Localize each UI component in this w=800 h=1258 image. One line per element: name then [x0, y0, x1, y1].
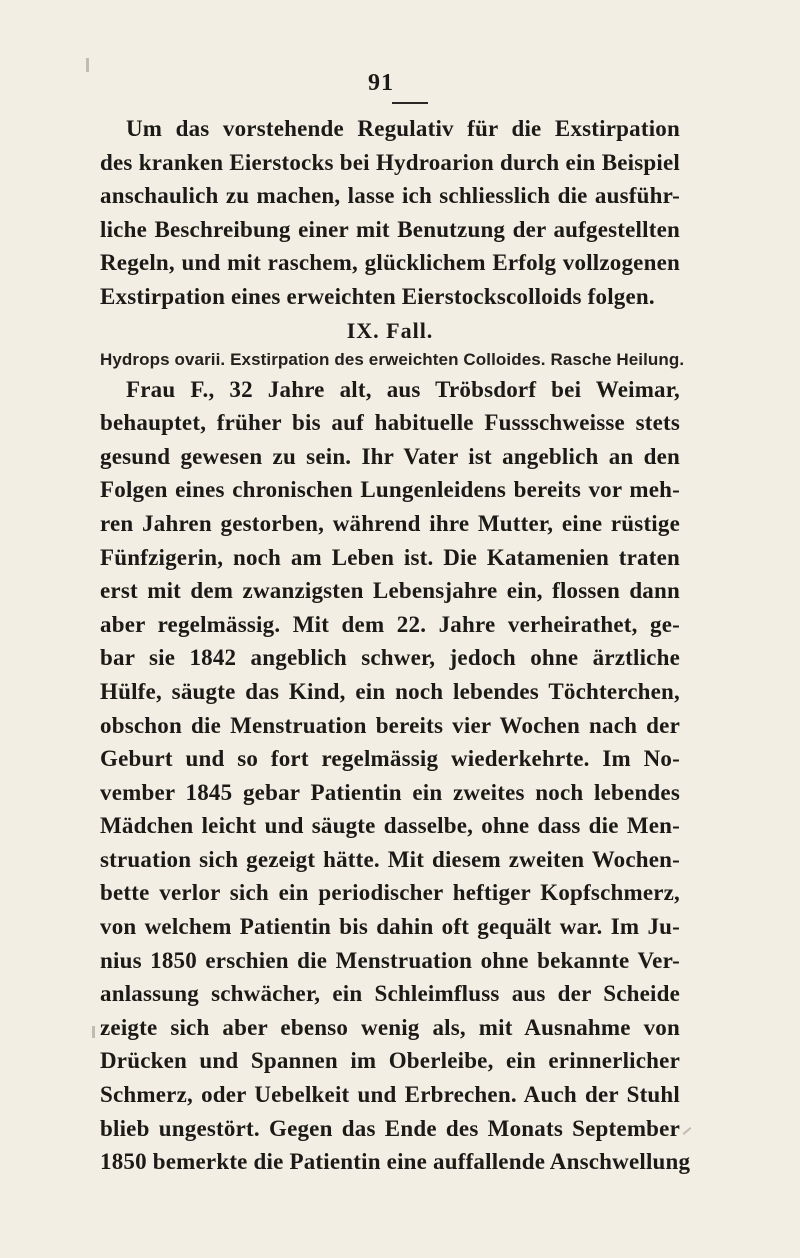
case-line: behauptet, früher bis auf habituelle Fussschweisse stets [100, 410, 680, 436]
intro-line: liche Beschreibung einer mit Benutzung der aufgestellten [100, 216, 680, 242]
case-line: Frau F., 32 Jahre alt, aus Tröbsdorf bei Weimar, [126, 376, 680, 402]
case-line: struation sich gezeigt hätte. Mit diesem zweiten Wochen- [100, 846, 680, 872]
case-line: 1850 bemerkte die Patientin eine auffallende Anschwellung [100, 1149, 691, 1175]
case-line: Drücken und Spannen im Oberleibe, ein erinnerlicher [100, 1048, 680, 1074]
paper-speck [86, 58, 89, 72]
intro-line: Um das vorstehende Regulativ für die Exstirpation [126, 116, 680, 141]
paper-speck [683, 1127, 692, 1135]
case-line: blieb ungestört. Gegen das Ende des Monats September [100, 1115, 680, 1141]
case-line: vember 1845 gebar Patientin ein zweites noch lebendes [100, 779, 680, 805]
case-summary: Hydrops ovarii. Exstirpation des erweichten Colloides. Rasche Heilung. [100, 349, 685, 369]
case-line: bar sie 1842 angeblich schwer, jedoch ohne ärztliche [100, 645, 680, 671]
case-line: Folgen eines chronischen Lungenleidens bereits vor meh- [100, 477, 680, 503]
case-line: erst mit dem zwanzigsten Lebensjahre ein, flossen dann [100, 578, 680, 604]
case-line: bette verlor sich ein periodischer heftiger Kopfschmerz, [100, 880, 680, 906]
case-line: obschon die Menstruation bereits vier Wochen nach der [100, 712, 680, 738]
case-heading: IX. Fall. [346, 317, 434, 343]
paper-speck [92, 1026, 95, 1038]
case-line: Schmerz, oder Uebelkeit und Erbrechen. Auch der Stuhl [100, 1082, 680, 1108]
page-number-underline [392, 102, 428, 104]
case-line: Mädchen leicht und säugte dasselbe, ohne dass die Men- [100, 813, 680, 839]
page-number: 91 [368, 70, 394, 96]
case-line: Hülfe, säugte das Kind, ein noch lebendes Töchterchen, [100, 678, 680, 704]
case-line: ren Jahren gestorben, während ihre Mutter, eine rüstige [100, 510, 680, 536]
case-line: von welchem Patientin bis dahin oft gequält war. Im Ju- [100, 914, 680, 940]
intro-line: anschaulich zu machen, lasse ich schliesslich die ausführ- [100, 183, 680, 209]
case-line: anlassung schwächer, ein Schleimfluss aus der Scheide [100, 981, 680, 1007]
intro-line: des kranken Eierstocks bei Hydroarion durch ein Beispiel [100, 149, 680, 175]
case-line: aber regelmässig. Mit dem 22. Jahre verheirathet, ge- [100, 611, 680, 637]
body-text [100, 112, 691, 1179]
intro-line: Exstirpation eines erweichten Eierstockscolloids folgen. [100, 283, 655, 309]
case-line: Geburt und so fort regelmässig wiederkehrte. Im No- [100, 746, 680, 772]
case-line: Fünfzigerin, noch am Leben ist. Die Katamenien traten [100, 544, 680, 570]
case-line: nius 1850 erschien die Menstruation ohne bekannte Ver- [100, 947, 680, 973]
intro-line: Regeln, und mit raschem, glücklichem Erfolg vollzogenen [100, 250, 680, 276]
case-line: zeigte sich aber ebenso wenig als, mit Ausnahme von [100, 1014, 680, 1040]
case-line: gesund gewesen zu sein. Ihr Vater ist angeblich an den [100, 443, 680, 469]
